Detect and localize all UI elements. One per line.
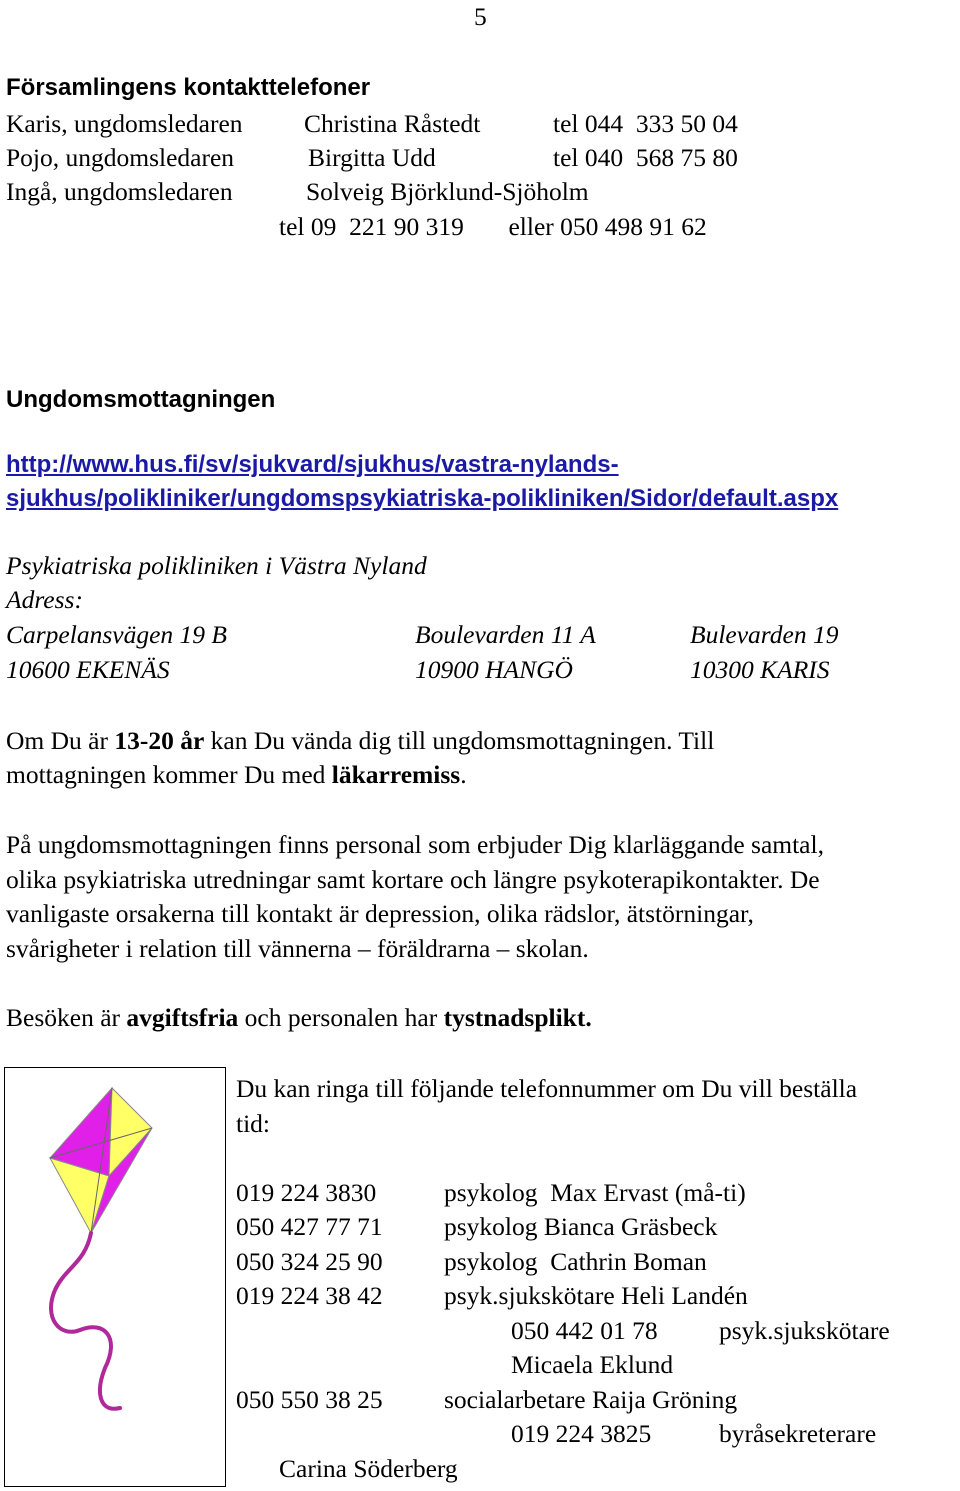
address-street: Bulevarden 19 [690, 620, 839, 649]
booking-staff: byråsekreterare [719, 1419, 877, 1448]
referral-term: läkarremiss [331, 760, 461, 789]
text: Besöken är [6, 1003, 127, 1032]
contact-phone: tel 040 568 75 80 [553, 143, 738, 172]
clinic-heading: Ungdomsmottagningen [6, 386, 276, 413]
clinic-url-line-2[interactable]: sjukhus/polikliniker/ungdomspsykiatriska-polikliniken/Sidor/default.aspx [6, 485, 839, 512]
address-street: Boulevarden 11 A [415, 620, 596, 649]
contact-name: Solveig Björklund-Sjöholm [306, 177, 589, 206]
age-info-line-2 [6, 762, 467, 788]
kite-illustration-frame [4, 1067, 226, 1487]
contact-name: Christina Råstedt [304, 109, 481, 138]
text: Om Du är [6, 726, 115, 755]
booking-staff: psykolog Bianca Gräsbeck [444, 1212, 718, 1241]
contact-extra-phone: tel 09 221 90 319 eller 050 498 91 62 [279, 212, 707, 241]
clinic-url-2[interactable] [6, 485, 838, 511]
booking-staff-name: Micaela Eklund [511, 1350, 674, 1379]
services-line: olika psykiatriska utredningar samt kortare och längre psykoterapikontakter. De [6, 865, 820, 894]
booking-phone: 050 550 38 25 [236, 1385, 383, 1414]
booking-staff: psykolog Cathrin Boman [444, 1247, 707, 1276]
booking-staff: socialarbetare Raija Gröning [444, 1385, 738, 1414]
booking-staff: psykolog Max Ervast (må-ti) [444, 1178, 746, 1207]
address-label: Adress: [6, 585, 83, 614]
address-street: Carpelansvägen 19 B [6, 620, 227, 649]
booking-intro-line-2: tid: [236, 1109, 271, 1138]
services-line: På ungdomsmottagningen finns personal som erbjuder Dig klarläggande samtal, [6, 830, 824, 859]
clinic-url-line-1[interactable]: http://www.hus.fi/sv/sjukvard/sjukhus/vastra-nylands- [6, 451, 619, 478]
contact-role: Ingå, ungdomsledaren [6, 177, 233, 206]
booking-phone: 050 427 77 71 [236, 1212, 383, 1241]
booking-phone: 019 224 3830 [236, 1178, 377, 1207]
age-info-line-1 [6, 728, 714, 754]
text: mottagningen kommer Du med [6, 760, 332, 789]
booking-phone: 050 324 25 90 [236, 1247, 383, 1276]
contact-role: Karis, ungdomsledaren [6, 109, 243, 138]
free-term: avgiftsfria [126, 1003, 239, 1032]
age-range: 13-20 år [114, 726, 205, 755]
booking-phone: 019 224 3825 [511, 1419, 652, 1448]
address-city: 10900 HANGÖ [415, 655, 573, 684]
kite-icon [5, 1068, 225, 1486]
text: . [460, 760, 467, 789]
booking-staff: psyk.sjukskötare Heli Landén [444, 1281, 748, 1310]
booking-phone: 050 442 01 78 [511, 1316, 658, 1345]
booking-staff: psyk.sjukskötare [719, 1316, 890, 1345]
contact-name: Birgitta Udd [308, 143, 436, 172]
free-visits-line [6, 1005, 592, 1031]
page-number: 5 [474, 2, 487, 31]
contact-phone: tel 044 333 50 04 [553, 109, 738, 138]
clinic-name: Psykiatriska polikliniken i Västra Nyland [6, 551, 427, 580]
text: kan Du vända dig till ungdomsmottagningen. Till [204, 726, 715, 755]
booking-staff-name: Carina Söderberg [279, 1454, 458, 1483]
services-line: vanligaste orsakerna till kontakt är depression, olika rädslor, ätstörningar, [6, 899, 754, 928]
booking-phone: 019 224 38 42 [236, 1281, 383, 1310]
clinic-url[interactable] [6, 451, 619, 477]
text: och personalen har [238, 1003, 444, 1032]
services-line: svårigheter i relation till vännerna – föräldrarna – skolan. [6, 934, 589, 963]
booking-intro-line-1: Du kan ringa till följande telefonnummer om Du vill beställa [236, 1074, 858, 1103]
address-city: 10300 KARIS [690, 655, 830, 684]
address-city: 10600 EKENÄS [6, 655, 170, 684]
contacts-heading: Församlingens kontakttelefoner [6, 74, 371, 101]
text: . [585, 1003, 592, 1032]
contact-role: Pojo, ungdomsledaren [6, 143, 235, 172]
confidentiality-term: tystnadsplikt [443, 1003, 586, 1032]
